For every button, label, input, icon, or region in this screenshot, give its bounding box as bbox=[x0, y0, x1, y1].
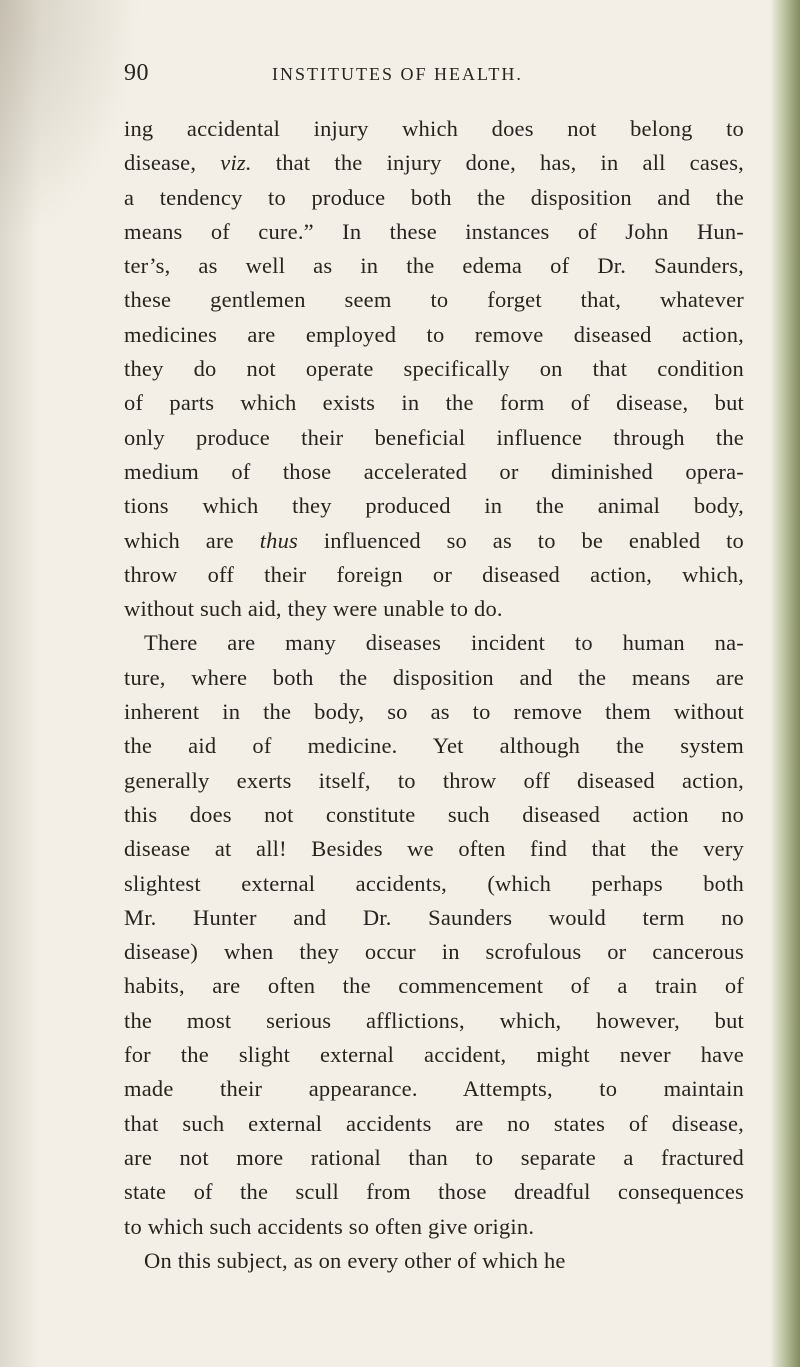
text-line: made their appearance. Attempts, to maintain bbox=[124, 1076, 744, 1102]
text-line: generally exerts itself, to throw off diseased action, bbox=[124, 767, 744, 793]
text-line: disease) when they occur in scrofulous or cancerous bbox=[124, 939, 744, 965]
running-title: INSTITUTES OF HEALTH. bbox=[272, 64, 523, 84]
page-number: 90 bbox=[124, 60, 149, 86]
text-line: habits, are often the commencement of a train of bbox=[124, 973, 744, 999]
text-line: for the slight external accident, might never have bbox=[124, 1042, 744, 1068]
text-line: of parts which exists in the form of disease, but bbox=[124, 390, 744, 416]
text-line: means of cure.” In these instances of John Hun- bbox=[124, 218, 744, 244]
text-line: ture, where both the disposition and the means are bbox=[124, 664, 744, 690]
text-line: only produce their beneficial influence through the bbox=[124, 424, 744, 450]
text-line: these gentlemen seem to forget that, whatever bbox=[124, 287, 744, 313]
text-line: medicines are employed to remove diseased action, bbox=[124, 321, 744, 347]
text-line: without such aid, they were unable to do. bbox=[124, 596, 503, 622]
text-line: the most serious afflictions, which, however, but bbox=[124, 1007, 744, 1033]
text-line: disease at all! Besides we often find that the very bbox=[124, 836, 744, 862]
text-line: On this subject, as on every other of which he bbox=[144, 1247, 566, 1273]
text-line: the aid of medicine. Yet although the system bbox=[124, 733, 744, 759]
body-text bbox=[124, 112, 744, 1278]
text-line: ing accidental injury which does not belong to bbox=[124, 116, 744, 141]
text-line: state of the scull from those dreadful consequences bbox=[124, 1179, 744, 1205]
text-line: this does not constitute such diseased action no bbox=[124, 801, 744, 827]
text-line: medium of those accelerated or diminished opera- bbox=[124, 458, 744, 484]
text-line: disease, viz. that the injury done, has, in all cases, bbox=[124, 150, 744, 176]
text-line: inherent in the body, so as to remove them without bbox=[124, 699, 744, 725]
text-line: ter’s, as well as in the edema of Dr. Saunders, bbox=[124, 253, 744, 279]
running-head bbox=[0, 58, 800, 94]
text-line: to which such accidents so often give origin. bbox=[124, 1213, 535, 1239]
text-line: that such external accidents are no states of disease, bbox=[124, 1110, 744, 1136]
text-line: Mr. Hunter and Dr. Saunders would term no bbox=[124, 904, 744, 930]
text-line: they do not operate specifically on that condition bbox=[124, 356, 744, 382]
text-line: a tendency to produce both the disposition and the bbox=[124, 184, 744, 210]
text-line: which are thus influenced so as to be enabled to bbox=[124, 527, 744, 553]
text-line: throw off their foreign or diseased action, which, bbox=[124, 561, 744, 587]
text-line: slightest external accidents, (which perhaps both bbox=[124, 870, 744, 896]
text-line: tions which they produced in the animal body, bbox=[124, 493, 744, 519]
text-line: There are many diseases incident to human na- bbox=[144, 630, 744, 656]
page-edge-shadow bbox=[770, 0, 800, 1367]
text-line: are not more rational than to separate a fractured bbox=[124, 1144, 744, 1170]
